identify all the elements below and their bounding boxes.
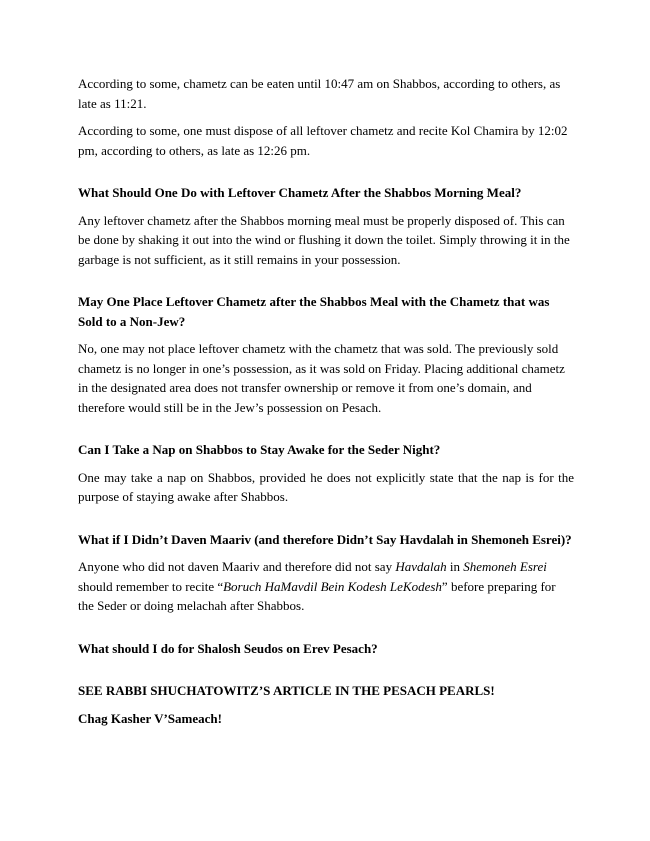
body-text: ” before preparing for the Seder or doing melachah after Shabbos. [78, 578, 556, 613]
body-text: should remember to recite “ [78, 578, 224, 594]
section-sold-chametz [78, 292, 574, 417]
intro-paragraph-dispose-by: According to some, one must dispose of all leftover chametz and recite Kol Chamira by 12:02 pm, according to others, as late as 12:26 pm. [78, 123, 568, 158]
section-body: Any leftover chametz after the Shabbos morning meal must be properly disposed of. This can be done by shaking it out into the wind or flushing it down the toilet. Simply throwing it in the garbage is not sufficient, as it still remains in your possession. [78, 212, 570, 267]
section-body [78, 557, 574, 616]
closing-greeting: Chag Kasher V’Sameach! [78, 710, 222, 726]
body-italic-shemoneh-esrei: Shemoneh Esrei [463, 559, 547, 574]
section-havdalah [78, 530, 574, 616]
body-italic-havdalah: Havdalah [395, 559, 447, 574]
section-heading: May One Place Leftover Chametz after the Shabbos Meal with the Chametz that was Sold to a Non-Jew? [78, 294, 550, 329]
section-leftover-chametz [78, 183, 574, 269]
intro-paragraph-eat-until: According to some, chametz can be eaten until 10:47 am on Shabbos, according to others, as late as 11:21. [78, 76, 561, 111]
body-italic-boruch-hamavdil: Boruch HaMavdil Bein Kodesh LeKodesh [223, 578, 442, 594]
closing-article-reference: SEE RABBI SHUCHATOWITZ’S ARTICLE IN THE PESACH PEARLS! [78, 683, 495, 698]
body-text: in [446, 559, 464, 574]
section-heading: What Should One Do with Leftover Chametz After the Shabbos Morning Meal? [78, 185, 522, 200]
section-body: One may take a nap on Shabbos, provided he does not explicitly state that the nap is for the purpose of staying awake after Shabbos. [78, 469, 574, 504]
section-body: No, one may not place leftover chametz with the chametz that was sold. The previously sold chametz is no longer in one’s possession, as it was sold on Friday. Placing additional chametz in the designated area does not transfer ownership or remove it from one’s domain, and therefore would still be in the Jew’s possession on Pesach. [78, 341, 565, 415]
body-text: Anyone who did not daven Maariv and therefore did not say [78, 559, 396, 574]
document-page [78, 74, 574, 736]
section-heading: Can I Take a Nap on Shabbos to Stay Awake for the Seder Night? [78, 442, 441, 457]
section-shalosh-seudos [78, 639, 574, 659]
section-heading: What should I do for Shalosh Seudos on Erev Pesach? [78, 640, 378, 656]
section-heading: What if I Didn’t Daven Maariv (and therefore Didn’t Say Havdalah in Shemoneh Esrei)? [78, 531, 572, 547]
section-nap-on-shabbos [78, 440, 574, 507]
closing-block [78, 681, 574, 728]
